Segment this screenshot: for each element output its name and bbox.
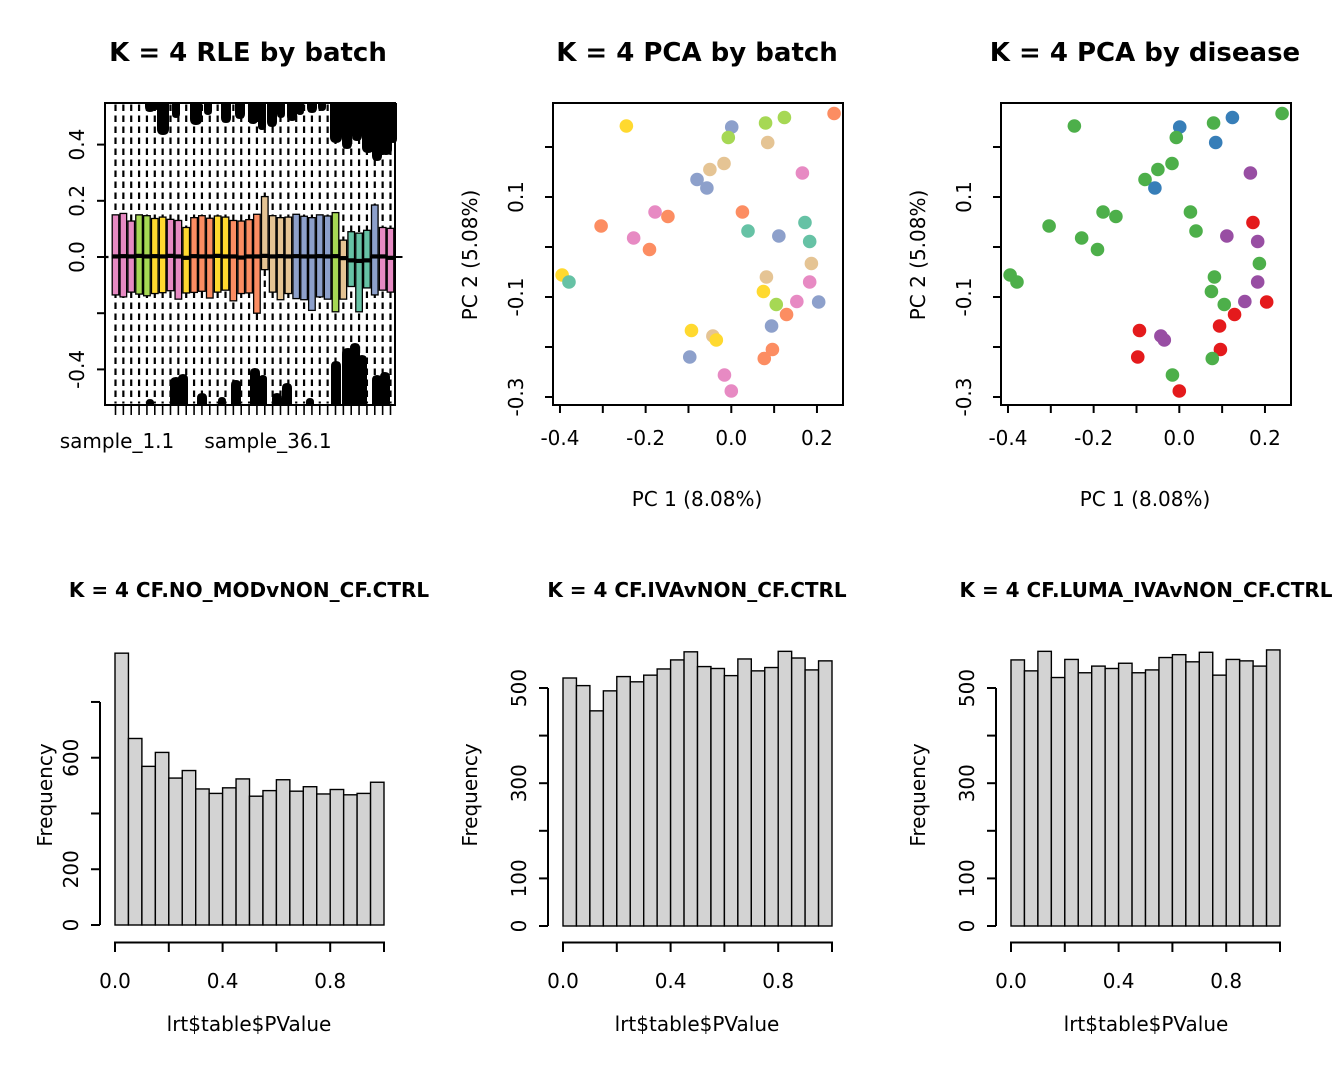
x-tick-label: 0.4 — [654, 969, 687, 993]
outlier-blob-bottom — [197, 393, 207, 405]
data-point — [1096, 205, 1110, 219]
rle-box — [379, 227, 386, 290]
outlier-blob-top — [190, 103, 202, 125]
data-point — [1184, 205, 1198, 219]
data-point — [1251, 235, 1265, 249]
y-tick-label: 200 — [59, 850, 83, 889]
hist-bar — [317, 794, 330, 925]
data-point — [1205, 352, 1219, 366]
hist-bar — [684, 652, 697, 926]
y-tick-label: 600 — [59, 738, 83, 777]
hist-bar — [738, 659, 751, 926]
rle-box — [371, 205, 378, 295]
data-point — [1208, 270, 1222, 284]
data-point — [594, 219, 608, 233]
outlier-blob-bottom — [178, 374, 188, 405]
data-point — [1158, 333, 1172, 347]
hist2-y-axis-label: Frequency — [458, 743, 482, 847]
data-point — [1238, 295, 1252, 309]
hist-bar — [303, 787, 316, 925]
y-tick-label: 0 — [507, 919, 531, 933]
rle-box — [199, 216, 206, 292]
outlier-blob-bottom — [218, 397, 226, 405]
hist-bar — [1024, 671, 1037, 926]
hist-bar — [1078, 673, 1091, 926]
data-point — [683, 350, 697, 364]
data-point — [1189, 224, 1203, 238]
outlier-blob-top — [352, 103, 362, 141]
hist-bar — [196, 789, 209, 925]
x-tick-label: 0.2 — [1249, 426, 1281, 450]
outlier-blob-top — [221, 103, 231, 123]
data-point — [757, 352, 771, 366]
data-point — [717, 157, 731, 171]
x-tick-label: 0.8 — [1210, 969, 1243, 993]
outlier-blob-top — [258, 103, 266, 130]
rle-box — [277, 218, 284, 300]
hist-bar — [344, 795, 357, 925]
hist-bar — [1132, 673, 1145, 926]
data-point — [718, 368, 732, 382]
outlier-blob-top — [267, 103, 277, 127]
y-tick-label: 0.2 — [65, 184, 89, 217]
hist-bar — [1267, 650, 1280, 926]
hist-bar — [576, 686, 589, 926]
y-tick-label: 0.4 — [65, 128, 89, 161]
data-point — [778, 111, 792, 125]
outlier-blob-top — [204, 103, 212, 115]
rle-sample-first-label: sample_1.1 — [59, 429, 175, 453]
x-tick-label: 0.0 — [1163, 426, 1196, 450]
data-point — [1244, 166, 1258, 180]
y-tick-label: 0.1 — [952, 181, 976, 213]
hist-bar — [1240, 661, 1253, 926]
outlier-blob-bottom — [231, 380, 241, 405]
data-point — [803, 235, 817, 249]
data-point — [1148, 181, 1162, 195]
hist-bar — [1119, 663, 1132, 926]
outlier-blob-top — [277, 103, 285, 118]
hist-bar — [1199, 652, 1212, 926]
hist-bar — [263, 791, 276, 925]
outlier-blob-bottom — [306, 398, 314, 405]
outlier-blob-top — [235, 103, 245, 119]
x-tick-label: -0.2 — [1074, 426, 1114, 450]
hist-bar — [1172, 655, 1185, 926]
data-point — [805, 257, 819, 271]
data-point — [1253, 257, 1267, 271]
hist-bar — [711, 668, 724, 926]
hist2-x-axis-label: lrt$table$PValue — [614, 1012, 780, 1036]
hist-bar — [1011, 660, 1024, 926]
x-tick-label: 0.2 — [801, 426, 833, 450]
rle-box — [387, 228, 394, 292]
data-point — [643, 243, 657, 257]
hist-bar — [1146, 670, 1159, 926]
y-tick-label: 0.1 — [504, 181, 528, 213]
rle-box — [340, 240, 347, 299]
rle-box — [309, 218, 316, 311]
y-tick-label: -0.1 — [504, 277, 528, 317]
data-point — [1151, 163, 1165, 177]
hist-bar — [563, 678, 576, 926]
outlier-blob-top — [157, 103, 169, 135]
hist-bar — [698, 667, 711, 926]
data-point — [827, 107, 841, 121]
data-point — [765, 319, 779, 333]
rle-box — [332, 213, 339, 312]
plot-border — [553, 103, 843, 405]
data-point — [1260, 295, 1274, 309]
hist-bar — [671, 660, 684, 926]
y-tick-label: 300 — [955, 764, 979, 803]
rle-box — [183, 227, 190, 292]
data-point — [741, 224, 755, 238]
hist-bar — [590, 711, 603, 926]
data-point — [620, 119, 634, 133]
hist-bar — [128, 738, 141, 925]
y-tick-label: -0.3 — [504, 377, 528, 417]
hist-bar — [630, 682, 643, 926]
data-point — [1226, 111, 1240, 125]
data-point — [703, 163, 717, 177]
data-point — [1217, 298, 1231, 312]
data-point — [1228, 308, 1242, 322]
hist-bar — [1253, 666, 1266, 926]
hist-bar — [1092, 666, 1105, 926]
x-tick-label: -0.4 — [988, 426, 1028, 450]
data-point — [710, 333, 724, 347]
data-point — [759, 116, 773, 130]
data-point — [736, 205, 750, 219]
y-tick-label: 500 — [507, 668, 531, 708]
data-point — [1109, 210, 1123, 224]
hist-bar — [236, 779, 249, 925]
hist-bar — [1226, 659, 1239, 926]
y-tick-label: 0 — [59, 918, 83, 932]
data-point — [780, 308, 794, 322]
hist-bar — [223, 788, 236, 925]
data-point — [661, 210, 675, 224]
data-point — [685, 324, 699, 338]
hist3-y-axis-label: Frequency — [906, 743, 930, 847]
data-point — [1165, 157, 1179, 171]
x-tick-label: 0.4 — [206, 969, 239, 993]
hist-bar — [1038, 651, 1051, 926]
outlier-blob-bottom — [331, 361, 341, 405]
pca-disease-title: K = 4 PCA by disease — [989, 38, 1301, 68]
outlier-blob-top — [287, 103, 297, 121]
hist1-y-axis-label: Frequency — [33, 743, 57, 847]
data-point — [627, 231, 641, 245]
outlier-blob-top — [342, 103, 352, 149]
hist-bar — [1065, 659, 1078, 926]
data-point — [700, 181, 714, 195]
rle-box — [230, 220, 237, 300]
hist-bar — [1051, 678, 1064, 926]
hist-bar — [330, 790, 343, 925]
data-point — [798, 216, 812, 230]
data-point — [562, 275, 576, 289]
x-tick-label: 0.8 — [762, 969, 795, 993]
y-tick-label: -0.4 — [65, 349, 89, 389]
data-point — [1173, 384, 1187, 398]
data-point — [1010, 275, 1024, 289]
rle-box — [175, 220, 182, 299]
data-point — [1091, 243, 1105, 257]
rle-sample-last-label: sample_36.1 — [204, 429, 332, 453]
outlier-blob-bottom — [250, 368, 260, 405]
x-tick-label: -0.2 — [626, 426, 666, 450]
outlier-blob-top — [248, 103, 258, 124]
outlier-blob-bottom — [272, 393, 282, 405]
outlier-blob-bottom — [282, 383, 292, 405]
hist-bar — [182, 771, 195, 925]
hist-bar — [805, 670, 818, 926]
data-point — [757, 285, 771, 299]
x-tick-label: 0.8 — [314, 969, 347, 993]
pca-disease-y-axis-label: PC 2 (5.08%) — [906, 189, 930, 321]
outlier-blob-top — [330, 103, 342, 143]
data-point — [1131, 350, 1145, 364]
data-point — [1075, 231, 1089, 245]
hist3-title: K = 4 CF.LUMA_IVAvNON_CF.CTRL — [959, 578, 1333, 602]
pca-batch-x-axis-label: PC 1 (8.08%) — [631, 487, 763, 511]
data-point — [761, 136, 775, 150]
data-point — [772, 229, 786, 243]
x-tick-label: 0.4 — [1102, 969, 1135, 993]
pca-disease-x-axis-label: PC 1 (8.08%) — [1079, 487, 1211, 511]
x-tick-label: 0.0 — [99, 969, 131, 993]
rle-title: K = 4 RLE by batch — [109, 38, 387, 68]
hist-bar — [644, 675, 657, 926]
hist-bar — [724, 676, 737, 926]
data-point — [1133, 324, 1147, 338]
x-tick-label: 0.0 — [995, 969, 1027, 993]
hist-bar — [792, 658, 805, 926]
hist3-x-axis-label: lrt$table$PValue — [1063, 1012, 1229, 1036]
data-point — [725, 384, 739, 398]
y-tick-label: 0.0 — [65, 241, 89, 273]
y-tick-label: 100 — [955, 859, 979, 898]
data-point — [1220, 229, 1234, 243]
x-tick-label: 0.0 — [715, 426, 748, 450]
hist-bar — [1159, 658, 1172, 926]
hist-bar — [751, 671, 764, 926]
hist-bar — [371, 782, 384, 925]
data-point — [1205, 285, 1219, 299]
outlier-blob-bottom — [357, 355, 367, 405]
hist1-title: K = 4 CF.NO_MODvNON_CF.CTRL — [68, 578, 430, 602]
data-point — [722, 131, 736, 145]
data-point — [1042, 219, 1056, 233]
hist-bar — [603, 691, 616, 926]
outlier-blob-top — [307, 103, 317, 113]
hist-bar — [357, 793, 370, 925]
data-point — [1275, 107, 1289, 121]
hist-bar — [142, 766, 155, 925]
hist2-title: K = 4 CF.IVAvNON_CF.CTRL — [547, 578, 847, 602]
hist-bar — [290, 791, 303, 925]
outlier-blob-top — [296, 103, 304, 115]
y-tick-label: 500 — [955, 668, 979, 708]
hist-bar — [115, 653, 128, 925]
hist-bar — [1213, 675, 1226, 926]
data-point — [1068, 119, 1082, 133]
hist-bar — [1105, 668, 1118, 926]
data-point — [1213, 319, 1227, 333]
hist-bar — [155, 752, 168, 925]
rle-box — [261, 197, 268, 270]
pca-batch-title: K = 4 PCA by batch — [556, 38, 838, 68]
hist-bar — [250, 796, 263, 925]
x-tick-label: -0.4 — [540, 426, 580, 450]
data-point — [796, 166, 810, 180]
x-tick-label: 0.0 — [547, 969, 579, 993]
hist-bar — [169, 778, 182, 925]
outlier-blob-bottom — [259, 375, 267, 405]
data-point — [1246, 216, 1260, 230]
hist-bar — [276, 780, 289, 925]
data-point — [812, 295, 826, 309]
outlier-blob-top — [318, 103, 326, 111]
y-tick-label: 0 — [955, 919, 979, 933]
data-point — [1251, 275, 1265, 289]
data-point — [1209, 136, 1223, 150]
hist-bar — [657, 669, 670, 926]
hist1-x-axis-label: lrt$table$PValue — [166, 1012, 332, 1036]
y-tick-label: -0.1 — [952, 277, 976, 317]
hist-bar — [209, 793, 222, 925]
hist-bar — [819, 661, 832, 926]
data-point — [790, 295, 804, 309]
hist-bar — [1186, 662, 1199, 926]
data-point — [1170, 131, 1184, 145]
y-tick-label: -0.3 — [952, 377, 976, 417]
data-point — [769, 298, 783, 312]
pca-batch-y-axis-label: PC 2 (5.08%) — [458, 189, 482, 321]
hist-bar — [765, 668, 778, 926]
data-point — [803, 275, 817, 289]
outlier-blob-bottom — [380, 372, 390, 405]
plot-border — [1001, 103, 1291, 405]
hist-bar — [617, 677, 630, 926]
hist-bar — [778, 651, 791, 926]
data-point — [648, 205, 662, 219]
data-point — [1207, 116, 1221, 130]
rle-box — [269, 216, 276, 292]
rle-box — [356, 233, 363, 312]
rle-box — [222, 217, 229, 290]
data-point — [1166, 368, 1180, 382]
rle-box — [254, 214, 261, 313]
data-point — [760, 270, 774, 284]
y-tick-label: 100 — [507, 859, 531, 898]
y-tick-label: 300 — [507, 764, 531, 803]
outlier-blob-top — [172, 103, 180, 118]
